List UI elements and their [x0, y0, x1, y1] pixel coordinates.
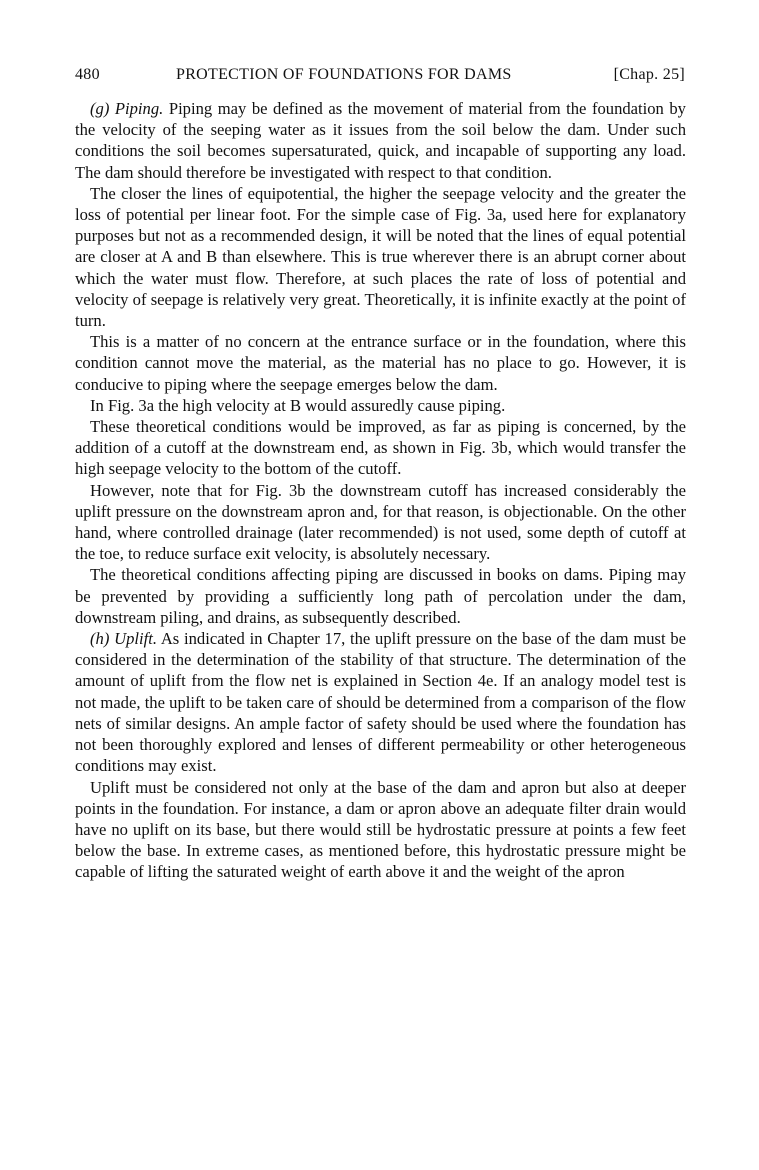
paragraph-uplift: [75, 628, 686, 776]
section-heading-uplift: (h) Uplift.: [90, 629, 157, 649]
page-number: 480: [75, 66, 100, 83]
paragraph-piping: [75, 98, 686, 183]
paragraph: In Fig. 3a the high velocity at B would assuredly cause piping.: [90, 395, 506, 415]
paragraph: This is a matter of no concern at the entrance surface or in the foundation, where this condition cannot move the material, as the material has no place to go. However, it is conducive to piping where the seepage emerges below the dam.: [75, 332, 686, 394]
chapter-marker: [Chap. 25]: [613, 66, 685, 83]
body-text: [75, 98, 686, 883]
paragraph: The closer the lines of equipotential, the higher the seepage velocity and the greater the loss of potential per linear foot. For the simple case of Fig. 3a, used here for explanatory purposes but not as a recommended design, it will be noted that the lines of equal potential are closer at A and B than elsewhere. This is true wherever there is an abrupt corner about which the water must flow. Therefore, at such places the rate of loss of potential and velocity of seepage is relatively very great. Theoretically, it is infinite exactly at the point of turn.: [75, 183, 686, 331]
running-title: PROTECTION OF FOUNDATIONS FOR DAMS: [176, 66, 512, 83]
page-header: [75, 66, 685, 88]
paragraph: These theoretical conditions would be improved, as far as piping is concerned, by the addition of a cutoff at the downstream end, as shown in Fig. 3b, which would transfer the high seepage velocity to the bottom of the cutoff.: [75, 417, 686, 479]
paragraph: Uplift must be considered not only at the base of the dam and apron but also at deeper points in the foundation. For instance, a dam or apron above an adequate filter drain would have no uplift on its base, but there would still be hydrostatic pressure at points a few feet below the base. In extreme cases, as mentioned before, this hydrostatic pressure might be capable of lifting the saturated weight of earth above it and the weight of the apron: [75, 777, 686, 882]
section-heading-piping: (g) Piping.: [90, 99, 164, 118]
paragraph-text: Piping may be defined as the movement of material from the foundation by the velocity of the seeping water as it issues from the soil below the dam. Under such conditions the soil becomes supersaturated, quick, and incapable of supporting any load. The dam should therefore be investigated with respect to that condition.: [75, 99, 686, 182]
paragraph-text: As indicated in Chapter 17, the uplift pressure on the base of the dam must be considered in the determination of the stability of that structure. The determination of the amount of uplift from the flow net is explained in Section 4e. If an analogy model test is not made, the uplift to be taken care of should be determined from a comparison of the flow nets of similar designs. An ample factor of safety should be used where the foundation has not been thoroughly explored and lenses of different permeability or other heterogeneous conditions may exist.: [75, 629, 687, 776]
paragraph: However, note that for Fig. 3b the downstream cutoff has increased considerably the uplift pressure on the downstream apron and, for that reason, is objectionable. On the other hand, where controlled drainage (later recommended) is not used, some depth of cutoff at the toe, to reduce surface exit velocity, is absolutely necessary.: [75, 480, 686, 564]
paragraph: The theoretical conditions affecting piping are discussed in books on dams. Piping may be prevented by providing a sufficiently long path of percolation under the dam, downstream piling, and drains, as subsequently described.: [75, 565, 686, 627]
